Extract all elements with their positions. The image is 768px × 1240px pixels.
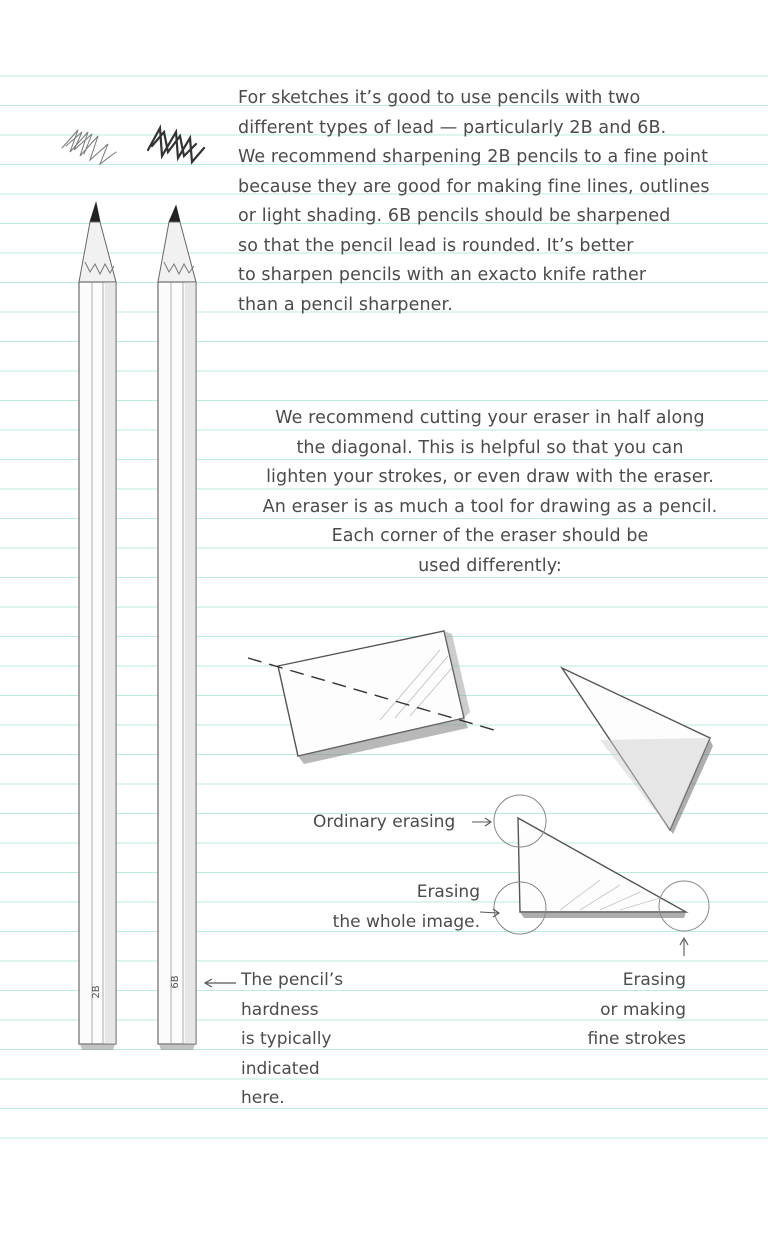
hardness-note — [241, 966, 343, 1114]
intro-paragraph — [238, 84, 710, 320]
note-line: is typically — [241, 1029, 332, 1049]
pencil-2b — [79, 203, 116, 1050]
pencil-6b-hardness-label: 6B — [170, 975, 181, 989]
eraser-half — [562, 668, 713, 834]
note-line: hardness — [241, 999, 319, 1020]
note-line: The pencil’s — [241, 970, 344, 990]
eraser-line: We recommend cutting your eraser in half along — [275, 408, 705, 428]
note-line: here. — [241, 1088, 285, 1108]
intro-line: or light shading. 6B pencils should be sharpened — [238, 206, 671, 226]
intro-line: different types of lead — particularly 2B and 6B. — [238, 117, 667, 138]
intro-line: than a pencil sharpener. — [238, 294, 453, 315]
note-line: indicated — [241, 1058, 320, 1079]
label-ordinary-erasing: Ordinary erasing — [313, 812, 456, 832]
intro-line: because they are good for making fine lines, outlines — [238, 176, 710, 197]
eraser-line: used differently: — [418, 555, 562, 576]
eraser-whole — [248, 631, 494, 764]
scribble-6b — [148, 128, 204, 162]
label-line: or making — [600, 999, 686, 1020]
intro-line: We recommend sharpening 2B pencils to a fine point — [238, 147, 709, 167]
eraser-paragraph — [240, 404, 740, 581]
hardness-arrow — [205, 979, 236, 987]
eraser-line: Each corner of the eraser should be — [331, 526, 649, 546]
label-erasing-whole-image — [316, 878, 480, 937]
label-line: the whole image. — [332, 911, 480, 932]
label-fine-strokes — [560, 966, 686, 1055]
eraser-line: An eraser is as much a tool for drawing as a pencil. — [262, 496, 718, 517]
intro-line: to sharpen pencils with an exacto knife rather — [238, 265, 647, 285]
label-line: Erasing — [622, 970, 686, 990]
intro-line: For sketches it’s good to use pencils with two — [238, 88, 641, 108]
pencil-6b — [158, 206, 196, 1050]
intro-line: so that the pencil lead is rounded. It’s better — [238, 235, 634, 256]
label-line: Erasing — [416, 882, 480, 902]
eraser-line: the diagonal. This is helpful so that you can — [296, 437, 684, 458]
eraser-line: lighten your strokes, or even draw with the eraser. — [266, 467, 714, 487]
label-line: fine strokes — [587, 1029, 686, 1049]
pencil-2b-hardness-label: 2B — [91, 985, 102, 999]
